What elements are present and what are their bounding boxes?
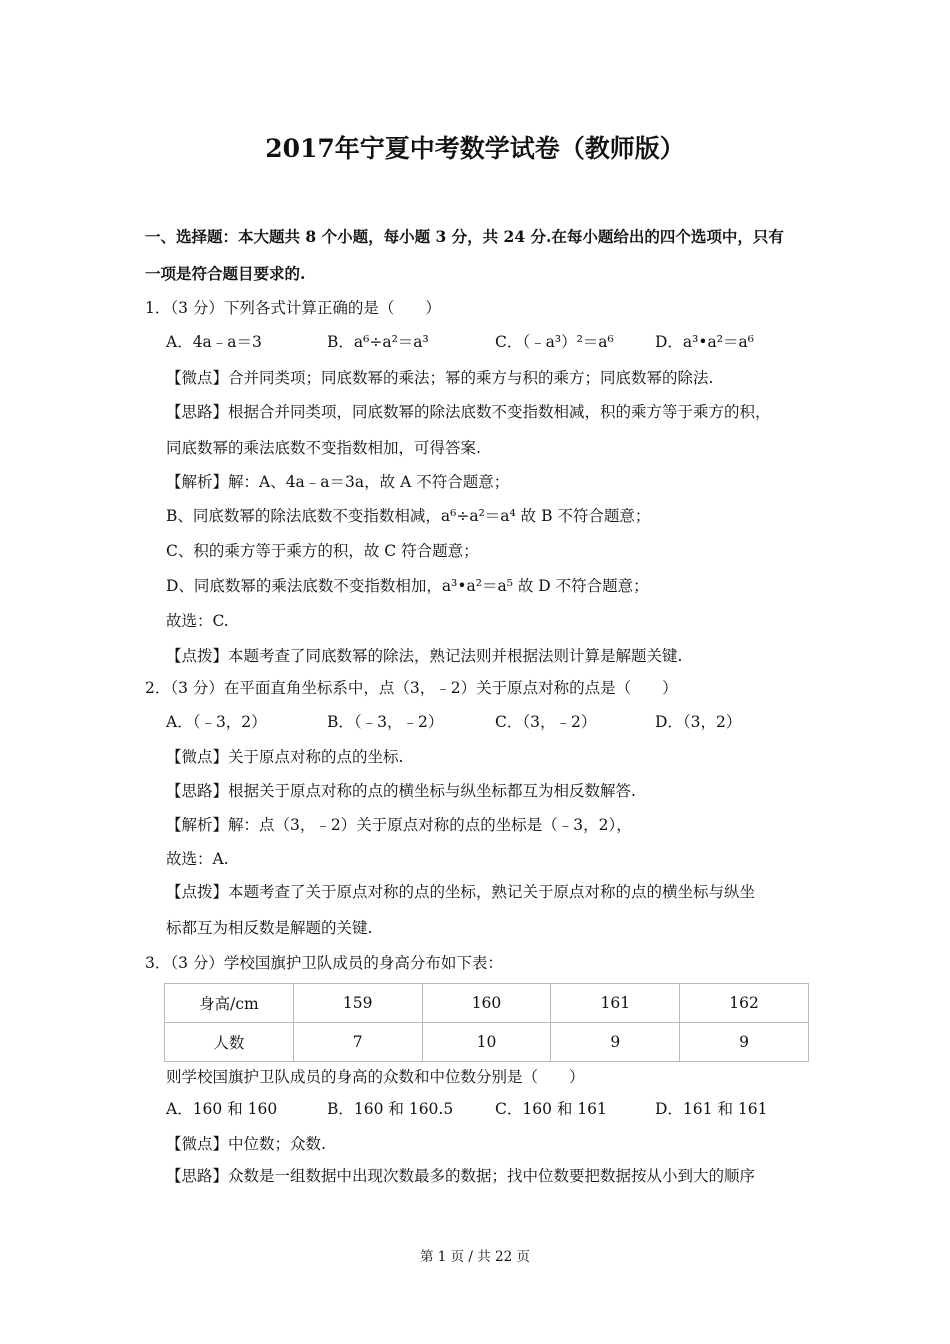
q3-after-table: 则学校国旗护卫队成员的身高的众数和中位数分别是（ ） — [166, 1068, 585, 1086]
q1-option-a: A．4a﹣a＝3 — [166, 333, 262, 351]
q1-option-c: C．（﹣a³）²＝a⁶ — [495, 333, 614, 351]
q1-weidian: 【微点】合并同类项；同底数幂的乘法；幂的乘方与积的乘方；同底数幂的除法. — [166, 369, 714, 387]
q2-option-d: D．（3，2） — [655, 713, 742, 731]
q3-option-a: A．160 和 160 — [166, 1100, 278, 1118]
page-footer: 第 1 页 / 共 22 页 — [419, 1249, 531, 1265]
table-row — [165, 1023, 809, 1062]
q3-option-d: D．161 和 161 — [655, 1100, 768, 1118]
q2-silu: 【思路】根据关于原点对称的点的横坐标与纵坐标都互为相反数解答. — [166, 782, 636, 800]
q2-weidian: 【微点】关于原点对称的点的坐标. — [166, 748, 404, 766]
table-cell: 159 — [293, 984, 422, 1023]
q2-dianbo-line-1: 【点拨】本题考查了关于原点对称的点的坐标，熟记关于原点对称的点的横坐标与纵坐 — [166, 883, 756, 901]
q1-answer: 故选：C. — [166, 612, 229, 630]
q1-option-d: D．a³•a²＝a⁶ — [655, 333, 754, 351]
q2-stem: 2．（3 分）在平面直角坐标系中，点（3，﹣2）关于原点对称的点是（ ） — [145, 679, 678, 697]
table-cell: 161 — [551, 984, 680, 1023]
q1-jiexi-c: C、积的乘方等于乘方的积，故 C 符合题意； — [166, 542, 479, 560]
q2-answer: 故选：A. — [166, 850, 229, 868]
table-cell: 162 — [680, 984, 809, 1023]
table-cell: 9 — [551, 1023, 680, 1062]
q1-jiexi: 【解析】解：A、4a﹣a＝3a，故 A 不符合题意； — [166, 473, 510, 491]
q1-jiexi-d: D、同底数幂的乘法底数不变指数相加，a³•a²＝a⁵ 故 D 不符合题意； — [166, 577, 649, 595]
q2-jiexi: 【解析】解：点（3，﹣2）关于原点对称的点的坐标是（﹣3，2）， — [166, 816, 632, 834]
q2-option-c: C．（3，﹣2） — [495, 713, 597, 731]
q1-stem: 1．（3 分）下列各式计算正确的是（ ） — [145, 299, 441, 317]
q1-dianbo: 【点拨】本题考查了同底数幂的除法，熟记法则并根据法则计算是解题关键. — [166, 647, 683, 665]
table-cell: 160 — [422, 984, 551, 1023]
height-distribution-table — [164, 983, 809, 1062]
q1-silu-line-2: 同底数幂的乘法底数不变指数相加，可得答案. — [166, 439, 481, 457]
document-title: 2017年宁夏中考数学试卷（教师版） — [265, 134, 685, 163]
q1-silu-line-1: 【思路】根据合并同类项，同底数幂的除法底数不变指数相减，积的乘方等于乘方的积， — [166, 403, 771, 421]
q3-option-b: B．160 和 160.5 — [327, 1100, 454, 1118]
section-heading-line-2: 一项是符合题目要求的. — [145, 264, 306, 283]
table-cell: 身高/cm — [165, 984, 294, 1023]
table-cell: 10 — [422, 1023, 551, 1062]
q3-silu: 【思路】众数是一组数据中出现次数最多的数据；找中位数要把数据按从小到大的顺序 — [166, 1167, 756, 1185]
q3-weidian: 【微点】中位数；众数. — [166, 1135, 326, 1153]
table-row — [165, 984, 809, 1023]
table-cell: 9 — [680, 1023, 809, 1062]
table-cell: 7 — [293, 1023, 422, 1062]
q2-option-b: B．（﹣3，﹣2） — [327, 713, 444, 731]
q1-jiexi-b: B、同底数幂的除法底数不变指数相减，a⁶÷a²＝a⁴ 故 B 不符合题意； — [166, 507, 651, 525]
q2-dianbo-line-2: 标都互为相反数是解题的关键. — [166, 919, 373, 937]
q2-option-a: A．（﹣3，2） — [166, 713, 267, 731]
q3-stem: 3．（3 分）学校国旗护卫队成员的身高分布如下表： — [145, 954, 503, 972]
section-heading-line-1: 一、选择题：本大题共 8 个小题，每小题 3 分，共 24 分.在每小题给出的四个选项中，只有 — [145, 227, 784, 246]
table-cell: 人数 — [165, 1023, 294, 1062]
q1-option-b: B．a⁶÷a²＝a³ — [327, 333, 429, 351]
q3-option-c: C．160 和 161 — [495, 1100, 607, 1118]
